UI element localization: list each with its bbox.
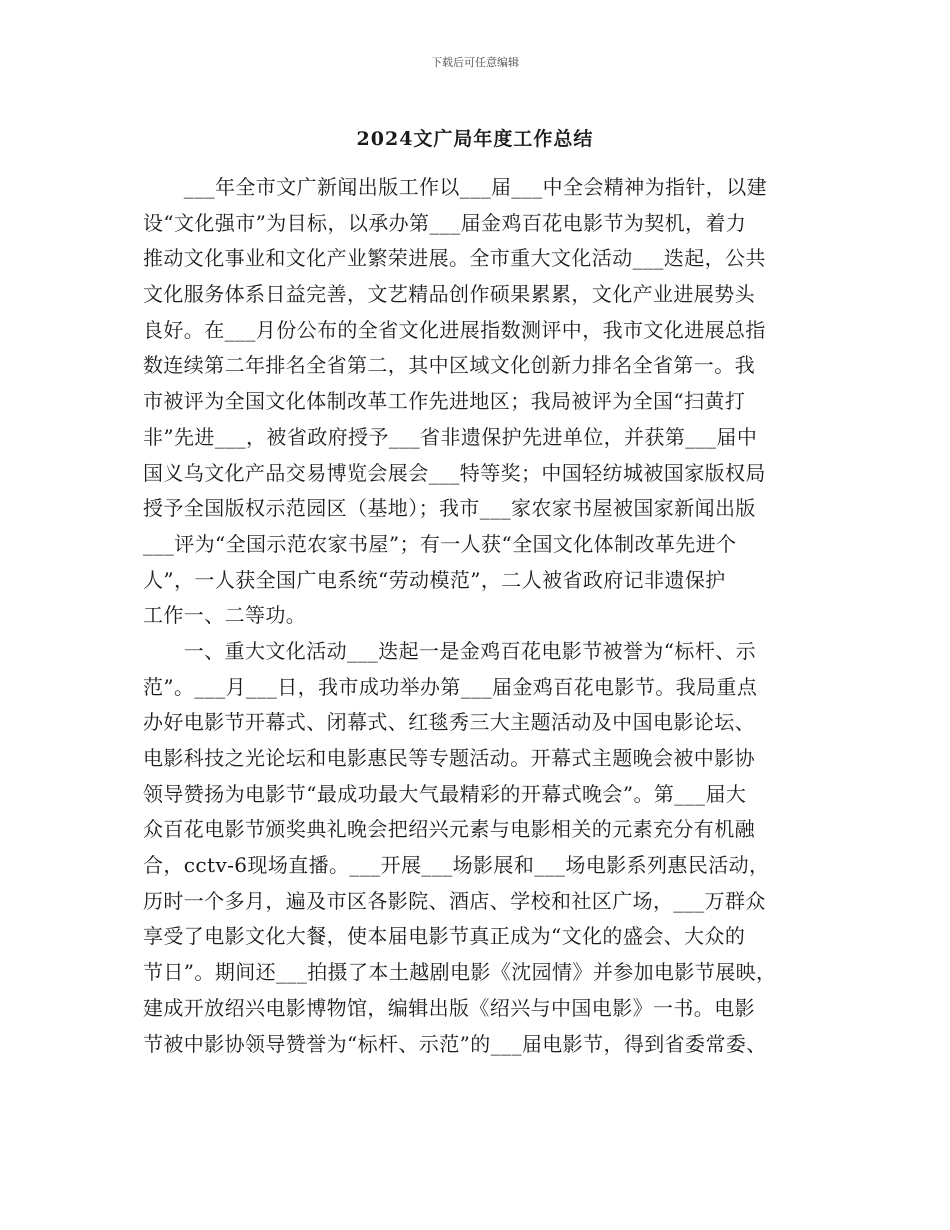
- body-line: 享受了电影文化大餐，使本届电影节真正成为“文化的盛会、大众的: [143, 924, 746, 949]
- body-line: 文化服务体系日益完善，文艺精品创作硕果累累，文化产业进展势头: [143, 282, 755, 307]
- body-line: 非”先进___，被省政府授予___省非遗保护先进单位，并获第___届中: [143, 424, 758, 449]
- body-line: 历时一个多月，遍及市区各影院、酒店、学校和社区广场，___万群众: [143, 888, 766, 913]
- body-line: 电影科技之光论坛和电影惠民等专题活动。开幕式主题晚会被中影协: [143, 746, 755, 770]
- body-line: 节被中影协领导赞誉为“标杆、示范”的___届电影节，得到省委常委、: [143, 1031, 767, 1056]
- body-line: 推动文化事业和文化产业繁荣进展。全市重大文化活动___迭起，公共: [143, 246, 766, 271]
- body-line: 领导赞扬为电影节“最成功最大气最精彩的开幕式晚会”。第___届大: [143, 781, 747, 806]
- body-line: 人”，一人获全国广电系统“劳动模范”，二人被省政府记非遗保护: [143, 567, 726, 592]
- body-line: ___评为“全国示范农家书屋”；有一人获“全国文化体制改革先进个: [143, 531, 737, 556]
- body-line: 工作一、二等功。: [143, 603, 307, 628]
- body-line: 建成开放绍兴电影博物馆，编辑出版《绍兴与中国电影》一书。电影: [143, 995, 755, 1020]
- body-line: 节日”。期间还___拍摄了本土越剧电影《沈园情》并参加电影节展映，: [143, 960, 777, 985]
- body-line: 众百花电影节颁奖典礼晚会把绍兴元素与电影相关的元素充分有机融: [143, 817, 755, 842]
- body-line: 范”。___月___日，我市成功举办第___届金鸡百花电影节。我局重点: [143, 674, 758, 699]
- body-line: 国义乌文化产品交易博览会展会___特等奖；中国轻纺城被国家版权局: [143, 460, 766, 485]
- body-line: 市被评为全国文化体制改革工作先进地区；我局被评为全国“扫黄打: [143, 389, 746, 414]
- document-body: [143, 170, 815, 1062]
- body-line: 办好电影节开幕式、闭幕式、红毯秀三大主题活动及中国电影论坛、: [143, 710, 755, 735]
- header-note: 下载后可任意编辑: [431, 56, 519, 69]
- body-line: 设“文化强市”为目标，以承办第___届金鸡百花电影节为契机，着力: [143, 210, 747, 235]
- body-line: 授予全国版权示范园区（基地）；我市___家农家书屋被国家新闻出版: [143, 496, 756, 521]
- body-line: 数连续第二年排名全省第二，其中区域文化创新力排名全省第一。我: [143, 353, 755, 378]
- body-line: 良好。在___月份公布的全省文化进展指数测评中，我市文化进展总指: [143, 317, 766, 342]
- body-line: 一、重大文化活动___迭起一是金鸡百花电影节被誉为“标杆、示: [143, 638, 757, 663]
- body-line: ___年全市文广新闻出版工作以___届___中全会精神为指针，以建: [143, 175, 767, 199]
- document-title: 2024文广局年度工作总结: [356, 128, 594, 150]
- body-line: 合，cctv-6现场直播。___开展___场影展和___场电影系列惠民活动，: [143, 853, 770, 878]
